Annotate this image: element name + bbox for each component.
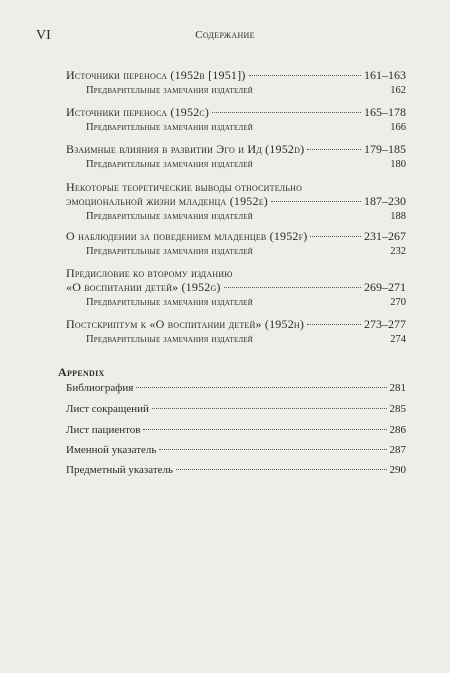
page-header — [36, 28, 414, 44]
entry-pages: 179–185 — [364, 142, 406, 156]
dot-leader — [310, 236, 361, 237]
sub-entry-title: Предварительные замечания издателей — [86, 246, 254, 257]
toc-entry — [66, 317, 406, 347]
sub-entry-pages: 270 — [390, 297, 406, 308]
entry-pages: 273–277 — [364, 317, 406, 331]
entry-pages: 187–230 — [364, 194, 406, 208]
toc-entry — [66, 68, 406, 98]
appendix-heading: Appendix — [58, 365, 105, 379]
entry-title: О наблюдении за поведением младенцев (1952f) — [66, 229, 308, 243]
entry-pages: 165–178 — [364, 105, 406, 119]
dot-leader — [271, 201, 361, 202]
sub-entry-pages: 188 — [390, 211, 406, 222]
entry-pages: 161–163 — [364, 68, 406, 82]
entry-title: Источники переноса (1952b [1951]) — [66, 68, 246, 82]
entry-title-line1: Некоторые теоретические выводы относительно — [66, 180, 303, 194]
appendix-entry-pages: 281 — [389, 382, 406, 394]
appendix-entry-pages: 286 — [389, 424, 406, 436]
appendix-entry — [66, 444, 406, 456]
sub-entry-title: Предварительные замечания издателей — [86, 85, 254, 96]
entry-title-line1: Предисловие ко второму изданию — [66, 266, 233, 280]
toc-entry — [66, 266, 406, 310]
sub-entry-title: Предварительные замечания издателей — [86, 297, 254, 308]
sub-entry-title: Предварительные замечания издателей — [86, 334, 254, 345]
entry-title: Источники переноса (1952c) — [66, 105, 210, 119]
appendix-entry — [66, 464, 406, 476]
dot-leader — [307, 149, 361, 150]
entry-title: Постскриптум к «О воспитании детей» (1952h) — [66, 317, 305, 331]
sub-entry-pages: 232 — [390, 246, 406, 257]
appendix-entry-pages: 285 — [389, 403, 406, 415]
entry-title: «О воспитании детей» (1952g) — [66, 280, 221, 294]
appendix-entry — [66, 382, 406, 394]
dot-leader — [176, 469, 386, 470]
sub-entry-pages: 180 — [390, 159, 406, 170]
appendix-entry — [66, 403, 406, 415]
dot-leader — [307, 324, 361, 325]
dot-leader — [212, 112, 361, 113]
dot-leader — [136, 387, 386, 388]
appendix-entry-pages: 287 — [389, 444, 406, 456]
page-number: VI — [36, 28, 51, 43]
toc-entry — [66, 105, 406, 135]
entry-pages: 231–267 — [364, 229, 406, 243]
dot-leader — [249, 75, 361, 76]
dot-leader — [159, 449, 386, 450]
entry-title: Взаимные влияния в развитии Эго и Ид (1952d) — [66, 142, 305, 156]
entry-pages: 269–271 — [364, 280, 406, 294]
appendix-entry-pages: 290 — [389, 464, 406, 476]
sub-entry-pages: 162 — [390, 85, 406, 96]
sub-entry-pages: 274 — [390, 334, 406, 345]
appendix-entry — [66, 424, 406, 436]
dot-leader — [224, 287, 361, 288]
dot-leader — [152, 408, 387, 409]
appendix-entry-title: Именной указатель — [66, 444, 157, 456]
appendix-entry-title: Предметный указатель — [66, 464, 174, 476]
appendix-entry-title: Лист сокращений — [66, 403, 149, 415]
appendix-entry-title: Лист пациентов — [66, 424, 141, 436]
running-title: Содержание — [195, 29, 255, 41]
sub-entry-title: Предварительные замечания издателей — [86, 211, 254, 222]
sub-entry-pages: 166 — [390, 122, 406, 133]
toc-entry — [66, 229, 406, 259]
appendix-entry-title: Библиография — [66, 382, 134, 394]
entry-title: эмоциональной жизни младенца (1952e) — [66, 194, 268, 208]
dot-leader — [143, 429, 386, 430]
toc-entry — [66, 142, 406, 172]
sub-entry-title: Предварительные замечания издателей — [86, 159, 254, 170]
toc-entry — [66, 180, 406, 224]
sub-entry-title: Предварительные замечания издателей — [86, 122, 254, 133]
